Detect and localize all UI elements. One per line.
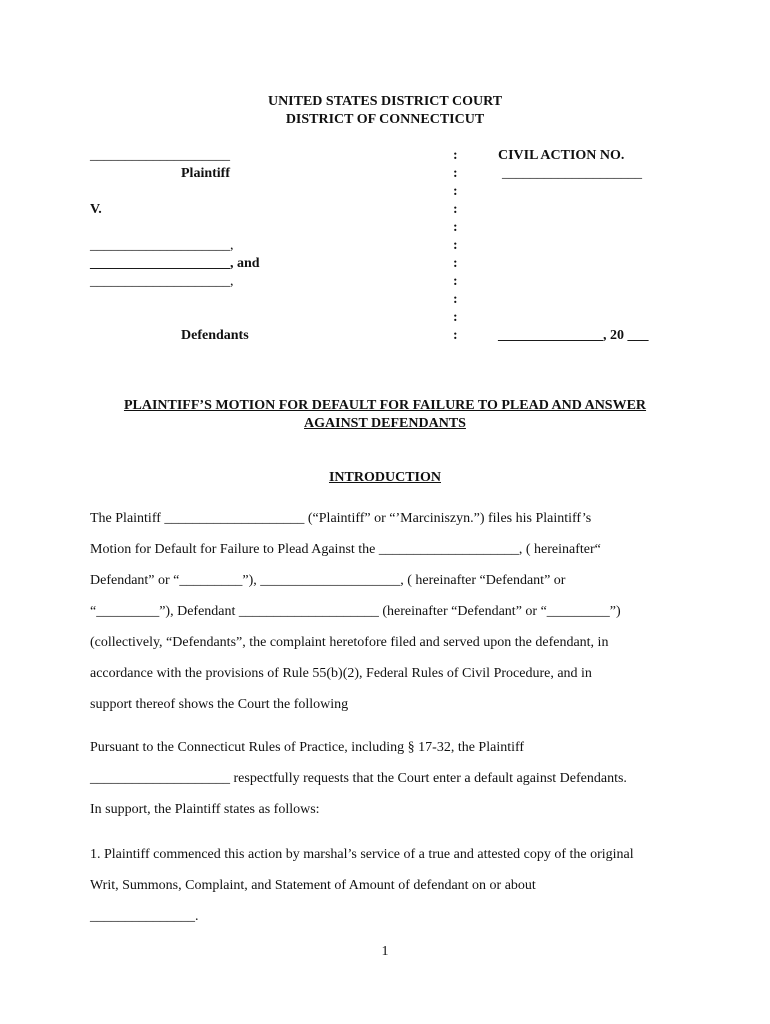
defendants-label: Defendants — [181, 328, 249, 343]
motion-title-line-1: PLAINTIFF’S MOTION FOR DEFAULT FOR FAILURE TO PLEAD AND ANSWER — [123, 398, 647, 413]
defendant-line-1: ____________________, — [90, 238, 234, 253]
defendant-line-2: ____________________, and — [90, 256, 260, 271]
versus-label: V. — [90, 202, 102, 217]
caption-colon: : — [453, 274, 458, 289]
caption-colon: : — [453, 148, 458, 163]
introduction-heading: INTRODUCTION — [328, 470, 441, 485]
body-line: support thereof shows the Court the following — [90, 697, 349, 712]
caption-colon: : — [453, 328, 458, 343]
body-line: Defendant” or “_________”), ____________________, ( hereinafter “Defendant” or — [90, 573, 566, 588]
body-line: (collectively, “Defendants”, the complaint heretofore filed and served upon the defendant, in — [90, 635, 609, 650]
plaintiff-label: Plaintiff — [181, 166, 230, 181]
civil-action-label: CIVIL ACTION NO. — [498, 148, 625, 163]
body-line: ____________________ respectfully requests that the Court enter a default against Defendants. — [90, 771, 627, 786]
caption-colon: : — [453, 292, 458, 307]
motion-title-line-2: AGAINST DEFENDANTS — [304, 416, 466, 431]
caption-colon: : — [453, 256, 458, 271]
caption-colon: : — [453, 238, 458, 253]
caption-colon: : — [453, 184, 458, 199]
body-line: accordance with the provisions of Rule 55(b)(2), Federal Rules of Civil Procedure, and in — [90, 666, 592, 681]
civil-action-blank: ____________________ — [502, 166, 642, 181]
caption-colon: : — [453, 202, 458, 217]
body-line: In support, the Plaintiff states as follows: — [90, 802, 320, 817]
body-line: 1. Plaintiff commenced this action by marshal’s service of a true and attested copy of the original — [90, 847, 634, 862]
defendant-line-3: ____________________, — [90, 274, 234, 289]
court-name: UNITED STATES DISTRICT COURT — [267, 94, 503, 109]
caption-colon: : — [453, 220, 458, 235]
district-name: DISTRICT OF CONNECTICUT — [285, 112, 485, 127]
body-line: Motion for Default for Failure to Plead Against the ____________________, ( hereinafter“ — [90, 542, 601, 557]
plaintiff-blank: ____________________ — [90, 148, 230, 163]
body-line: The Plaintiff ____________________ (“Plaintiff” or “’Marciniszyn.”) files his Plaintiff’s — [90, 511, 592, 526]
body-line: _______________. — [90, 909, 199, 924]
body-line: Writ, Summons, Complaint, and Statement of Amount of defendant on or about — [90, 878, 536, 893]
caption-colon: : — [453, 166, 458, 181]
page-number: 1 — [381, 944, 389, 959]
date-line: _______________, 20 ___ — [498, 328, 649, 343]
caption-colon: : — [453, 310, 458, 325]
body-line: “_________”), Defendant ____________________ (hereinafter “Defendant” or “_________”) — [90, 604, 621, 619]
body-line: Pursuant to the Connecticut Rules of Practice, including § 17-32, the Plaintiff — [90, 740, 525, 755]
